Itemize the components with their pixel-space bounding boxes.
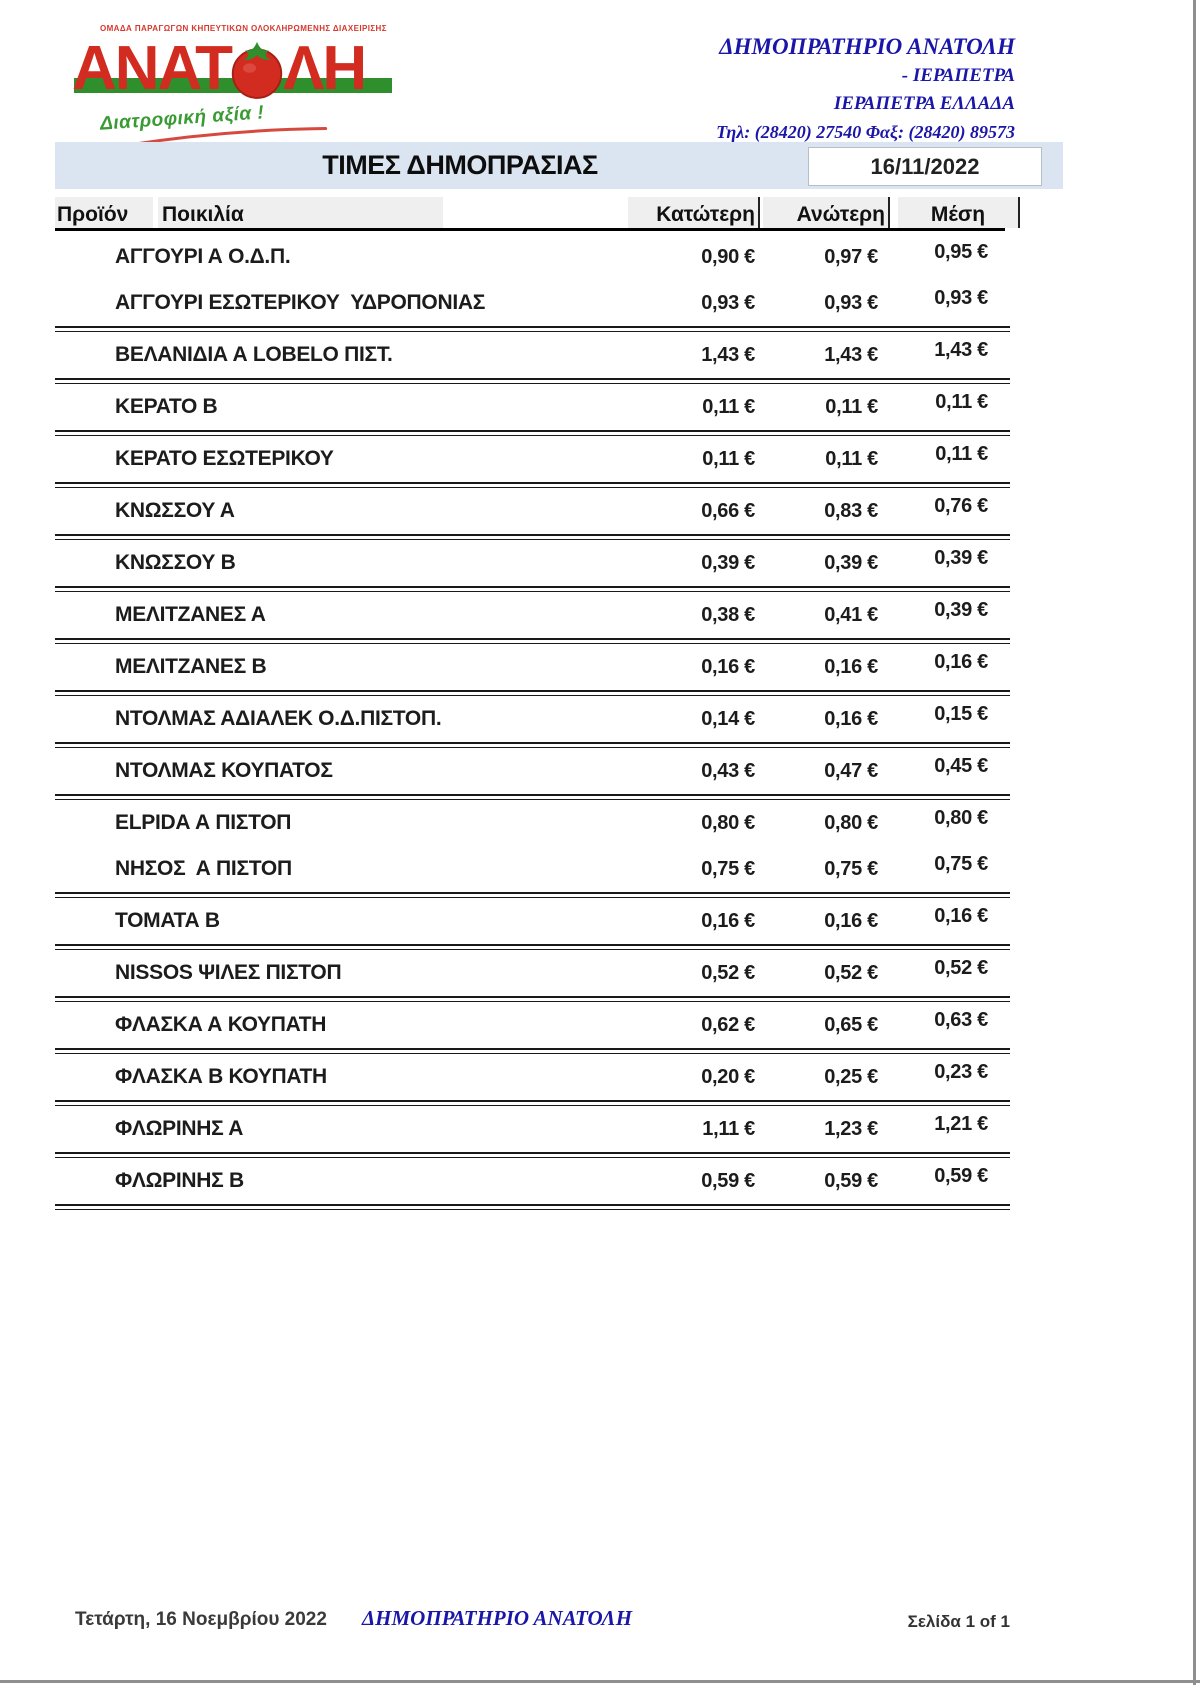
anatoli-logo <box>72 16 402 136</box>
mean-price-cell: 0,75 € <box>934 852 988 875</box>
product-group <box>55 487 1010 536</box>
max-price-cell: 1,23 € <box>824 1117 878 1140</box>
table-row <box>55 1002 1010 1048</box>
min-price-cell: 0,75 € <box>701 857 755 880</box>
product-group <box>55 1001 1010 1050</box>
max-price-cell: 0,16 € <box>824 707 878 730</box>
min-price-cell: 0,52 € <box>701 961 755 984</box>
min-price-cell: 0,11 € <box>702 395 755 418</box>
variety-cell: ΚΕΡΑΤΟ Β <box>115 395 218 418</box>
logo-brand-right: ΛΗ <box>283 34 366 103</box>
variety-cell: NISSOS ΨΙΛΕΣ ΠΙΣΤΟΠ <box>115 961 342 984</box>
max-price-cell: 0,16 € <box>824 655 878 678</box>
max-price-cell: 0,80 € <box>824 811 878 834</box>
table-row <box>55 540 1010 586</box>
table-row <box>55 846 1010 892</box>
table-row <box>55 1106 1010 1152</box>
page-edge-bottom <box>0 1680 1200 1683</box>
min-price-cell: 0,90 € <box>701 245 755 268</box>
min-price-cell: 0,14 € <box>701 707 755 730</box>
max-price-cell: 0,11 € <box>825 395 878 418</box>
product-group <box>55 383 1010 432</box>
mean-price-cell: 0,80 € <box>934 806 988 829</box>
min-price-cell: 0,80 € <box>701 811 755 834</box>
logo-slogan: Διατροφική αξία ! <box>99 102 265 135</box>
variety-cell: ΑΓΓΟΥΡΙ ΕΣΩΤΕΡΙΚΟΥ ΥΔΡΟΠΟΝΙΑΣ <box>115 291 486 314</box>
variety-cell: ΜΕΛΙΤΖΑΝΕΣ Β <box>115 655 267 678</box>
mean-price-cell: 0,76 € <box>934 494 988 517</box>
max-price-cell: 1,43 € <box>824 343 878 366</box>
product-group <box>55 799 1010 894</box>
mean-price-cell: 1,21 € <box>934 1112 988 1135</box>
product-group <box>55 435 1010 484</box>
max-price-cell: 0,25 € <box>824 1065 878 1088</box>
variety-cell: ΦΛΩΡΙΝΗΣ Β <box>115 1169 244 1192</box>
table-row <box>55 234 1010 280</box>
company-location: ΙΕΡΑΠΕΤΡΑ ΕΛΛΑΔΑ <box>833 93 1015 114</box>
mean-price-cell: 0,11 € <box>935 442 988 465</box>
table-row <box>55 1158 1010 1204</box>
product-group <box>55 1105 1010 1154</box>
min-price-cell: 1,43 € <box>701 343 755 366</box>
table-row <box>55 1054 1010 1100</box>
max-price-cell: 0,75 € <box>824 857 878 880</box>
mean-price-cell: 0,52 € <box>934 956 988 979</box>
min-price-cell: 0,11 € <box>702 447 755 470</box>
page-title: ΤΙΜΕΣ ΔΗΜΟΠΡΑΣΙΑΣ <box>322 150 598 180</box>
max-price-cell: 0,47 € <box>824 759 878 782</box>
footer-date: Τετάρτη, 16 Νοεμβρίου 2022 <box>75 1609 327 1630</box>
table-row <box>55 950 1010 996</box>
mean-price-cell: 0,16 € <box>934 904 988 927</box>
max-price-cell: 0,16 € <box>824 909 878 932</box>
min-price-cell: 0,39 € <box>701 551 755 574</box>
product-group <box>55 591 1010 640</box>
min-price-cell: 0,59 € <box>701 1169 755 1192</box>
table-header-underline <box>55 228 1005 231</box>
variety-cell: ΜΕΛΙΤΖΑΝΕΣ Α <box>115 603 266 626</box>
page-footer <box>0 1606 1200 1636</box>
column-header-variety: Ποικιλία <box>158 197 443 228</box>
variety-cell: ΚΕΡΑΤΟ ΕΣΩΤΕΡΙΚΟΥ <box>115 447 334 470</box>
mean-price-cell: 1,43 € <box>934 338 988 361</box>
variety-cell: ΑΓΓΟΥΡΙ Α Ο.Δ.Π. <box>115 245 291 268</box>
mean-price-cell: 0,15 € <box>934 702 988 725</box>
column-header-max: Ανώτερη <box>763 197 890 228</box>
mean-price-cell: 0,95 € <box>934 240 988 263</box>
max-price-cell: 0,93 € <box>824 291 878 314</box>
table-row <box>55 280 1010 326</box>
footer-company-name: ΔΗΜΟΠΡΑΤΗΡΙΟ ΑΝΑΤΟΛΗ <box>362 1606 633 1630</box>
logo-brand-left: ΑΝΑΤ <box>72 34 232 103</box>
product-group <box>55 695 1010 744</box>
title-strip <box>55 142 1063 189</box>
product-group <box>55 1157 1010 1206</box>
table-row <box>55 644 1010 690</box>
table-row <box>55 696 1010 742</box>
company-branch: - ΙΕΡΑΠΕΤΡΑ <box>901 65 1015 86</box>
mean-price-cell: 0,59 € <box>934 1164 988 1187</box>
mean-price-cell: 0,93 € <box>934 286 988 309</box>
product-group <box>55 897 1010 946</box>
max-price-cell: 0,52 € <box>824 961 878 984</box>
mean-price-cell: 0,39 € <box>934 598 988 621</box>
min-price-cell: 0,38 € <box>701 603 755 626</box>
column-header-product: Προϊόν <box>55 197 153 228</box>
variety-cell: ΝΤΟΛΜΑΣ ΚΟΥΠΑΤΟΣ <box>115 759 333 782</box>
table-header-row <box>55 197 1010 229</box>
company-name: ΔΗΜΟΠΡΑΤΗΡΙΟ ΑΝΑΤΟΛΗ <box>719 34 1015 59</box>
variety-cell: ΒΕΛΑΝΙΔΙΑ Α LOBELO ΠΙΣΤ. <box>115 343 393 366</box>
mean-price-cell: 0,11 € <box>935 390 988 413</box>
footer-page-number: Σελίδα 1 of 1 <box>907 1612 1010 1631</box>
product-group <box>55 234 1010 328</box>
variety-cell: ΚΝΩΣΣΟΥ Α <box>115 499 235 522</box>
page-edge-right <box>1193 0 1196 1685</box>
max-price-cell: 0,11 € <box>825 447 878 470</box>
logo-brand-name <box>72 34 365 104</box>
table-row <box>55 898 1010 944</box>
column-header-min: Κατώτερη <box>628 197 760 228</box>
min-price-cell: 0,43 € <box>701 759 755 782</box>
variety-cell: ΝΗΣΟΣ Α ΠΙΣΤΟΠ <box>115 857 292 880</box>
variety-cell: ΦΛΑΣΚΑ Β ΚΟΥΠΑΤΗ <box>115 1065 327 1088</box>
product-group <box>55 949 1010 998</box>
table-row <box>55 592 1010 638</box>
product-group <box>55 747 1010 796</box>
tomato-icon <box>229 38 285 100</box>
variety-cell: ΝΤΟΛΜΑΣ ΑΔΙΑΛΕΚ Ο.Δ.ΠΙΣΤΟΠ. <box>115 707 442 730</box>
variety-cell: ΚΝΩΣΣΟΥ Β <box>115 551 236 574</box>
variety-cell: ΦΛΑΣΚΑ Α ΚΟΥΠΑΤΗ <box>115 1013 327 1036</box>
max-price-cell: 0,97 € <box>824 245 878 268</box>
table-row <box>55 332 1010 378</box>
company-phone-fax: Τηλ: (28420) 27540 Φαξ: (28420) 89573 <box>716 122 1015 142</box>
max-price-cell: 0,41 € <box>824 603 878 626</box>
variety-cell: ΤΟΜΑΤΑ Β <box>115 909 220 932</box>
table-end-line <box>55 1209 1010 1210</box>
product-group <box>55 643 1010 692</box>
table-row <box>55 436 1010 482</box>
mean-price-cell: 0,45 € <box>934 754 988 777</box>
product-group <box>55 331 1010 380</box>
column-header-mean: Μέση <box>898 197 1020 228</box>
min-price-cell: 0,66 € <box>701 499 755 522</box>
variety-cell: ELPIDA Α ΠΙΣΤΟΠ <box>115 811 292 834</box>
min-price-cell: 0,20 € <box>701 1065 755 1088</box>
mean-price-cell: 0,63 € <box>934 1008 988 1031</box>
min-price-cell: 1,11 € <box>702 1117 755 1140</box>
max-price-cell: 0,83 € <box>824 499 878 522</box>
min-price-cell: 0,93 € <box>701 291 755 314</box>
logo-top-text: ΟΜΑΔΑ ΠΑΡΑΓΩΓΩΝ ΚΗΠΕΥΤΙΚΩΝ ΟΛΟΚΛΗΡΩΜΕΝΗΣ ΔΙΑΧΕΙΡΙΣΗΣ <box>100 24 387 33</box>
table-row <box>55 384 1010 430</box>
mean-price-cell: 0,39 € <box>934 546 988 569</box>
max-price-cell: 0,65 € <box>824 1013 878 1036</box>
variety-cell: ΦΛΩΡΙΝΗΣ Α <box>115 1117 244 1140</box>
table-row <box>55 748 1010 794</box>
company-header <box>716 32 1015 146</box>
table-row <box>55 488 1010 534</box>
price-table-body <box>55 234 1010 1210</box>
mean-price-cell: 0,16 € <box>934 650 988 673</box>
min-price-cell: 0,62 € <box>701 1013 755 1036</box>
report-date-box: 16/11/2022 <box>808 147 1042 186</box>
max-price-cell: 0,59 € <box>824 1169 878 1192</box>
product-group <box>55 1053 1010 1102</box>
max-price-cell: 0,39 € <box>824 551 878 574</box>
min-price-cell: 0,16 € <box>701 655 755 678</box>
product-group <box>55 539 1010 588</box>
mean-price-cell: 0,23 € <box>934 1060 988 1083</box>
table-row <box>55 800 1010 846</box>
min-price-cell: 0,16 € <box>701 909 755 932</box>
